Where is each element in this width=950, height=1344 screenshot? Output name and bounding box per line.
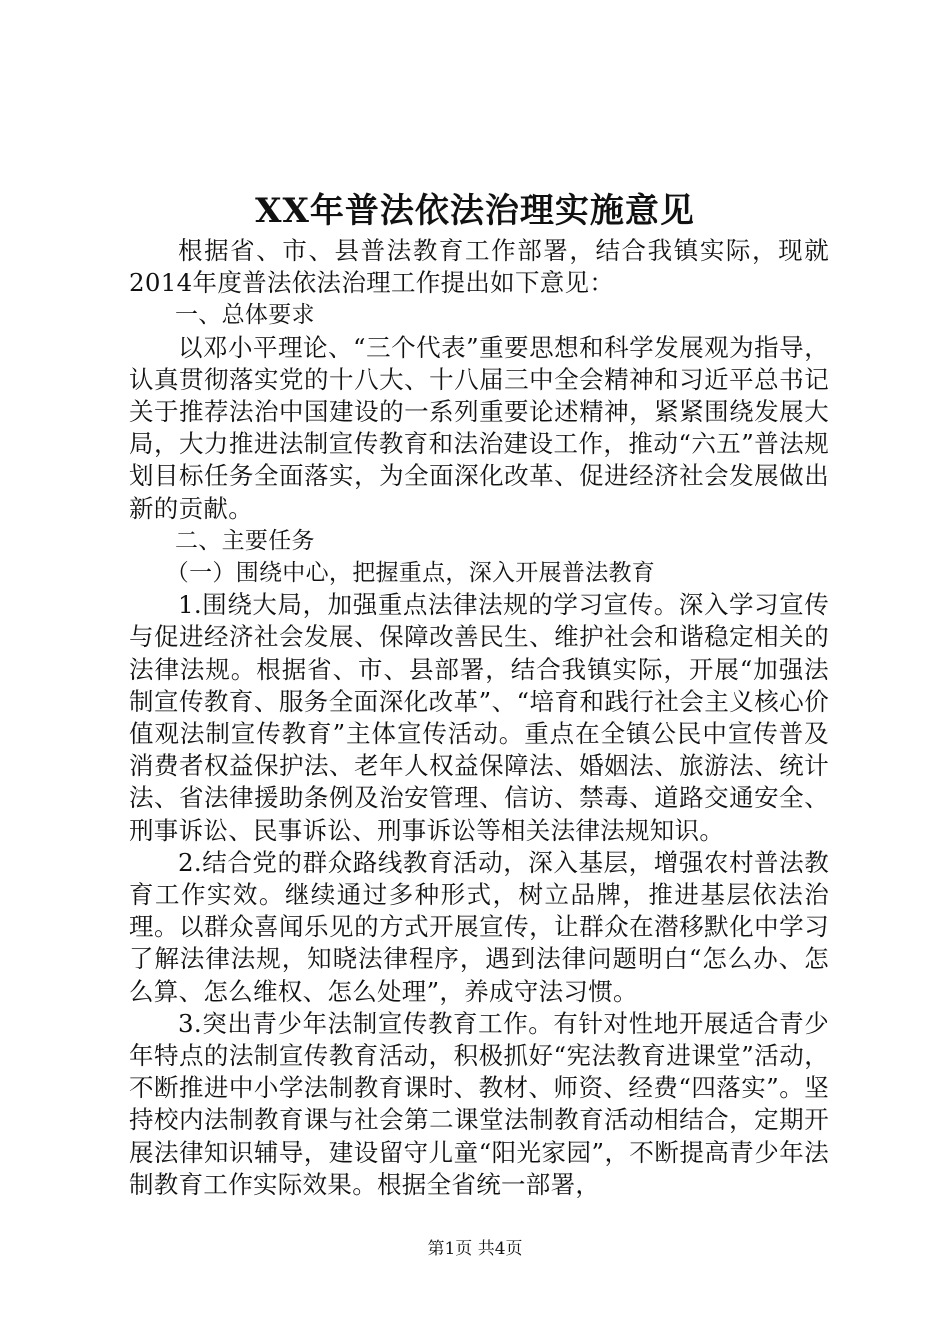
document-body [129, 235, 829, 1201]
list-item-paragraph: 2.结合党的群众路线教育活动，深入基层，增强农村普法教育工作实效。继续通过多种形式，树立品牌，推进基层依法治理。以群众喜闻乐见的方式开展宣传，让群众在潜移默化中学习了解法律法规，知晓法律程序，遇到法律问题明白“怎么办、怎么算、怎么维权、怎么处理”，养成守法习惯。 [129, 847, 829, 1006]
section-heading: 二、主要任务 [175, 527, 315, 554]
section-heading: 一、总体要求 [175, 302, 315, 329]
section-paragraph: 以邓小平理论、“三个代表”重要思想和科学发展观为指导，认真贯彻落实党的十八大、十八届三中全会精神和习近平总书记关于推荐法治中国建设的一系列重要论述精神，紧紧围绕发展大局，大力推进法制宣传教育和法治建设工作，推动“六五”普法规划目标任务全面落实，为全面深化改革、促进经济社会发展做出新的贡献。 [129, 332, 829, 523]
list-item-paragraph: 1.围绕大局，加强重点法律法规的学习宣传。深入学习宣传与促进经济社会发展、保障改善民生、维护社会和谐稳定相关的法律法规。根据省、市、县部署，结合我镇实际，开展“加强法制宣传教育、服务全面深化改革”、“培育和践行社会主义核心价值观法制宣传教育”主体宣传活动。重点在全镇公民中宣传普及消费者权益保护法、老年人权益保障法、婚姻法、旅游法、统计法、省法律援助条例及治安管理、信访、禁毒、道路交通安全、刑事诉讼、民事诉讼、刑事诉讼等相关法律法规知识。 [129, 590, 829, 845]
intro-paragraph: 根据省、市、县普法教育工作部署，结合我镇实际，现就2014年度普法依法治理工作提出如下意见： [129, 236, 829, 298]
list-item-paragraph: 3.突出青少年法制宣传教育工作。有针对性地开展适合青少年特点的法制宣传教育活动，积极抓好“宪法教育进课堂”活动，不断推进中小学法制教育课时、教材、师资、经费“四落实”。坚持校内法制教育课与社会第二课堂法制教育活动相结合，定期开展法律知识辅导，建设留守儿童“阳光家园”，不断提高青少年法制教育工作实际效果。根据全省统一部署， [129, 1008, 829, 1199]
subsection-heading: （一）围绕中心，把握重点，深入开展普法教育 [165, 560, 656, 587]
document-title: XX年普法依法治理实施意见 [255, 191, 695, 231]
page-footer: 第1页 共4页 [427, 1239, 523, 1259]
